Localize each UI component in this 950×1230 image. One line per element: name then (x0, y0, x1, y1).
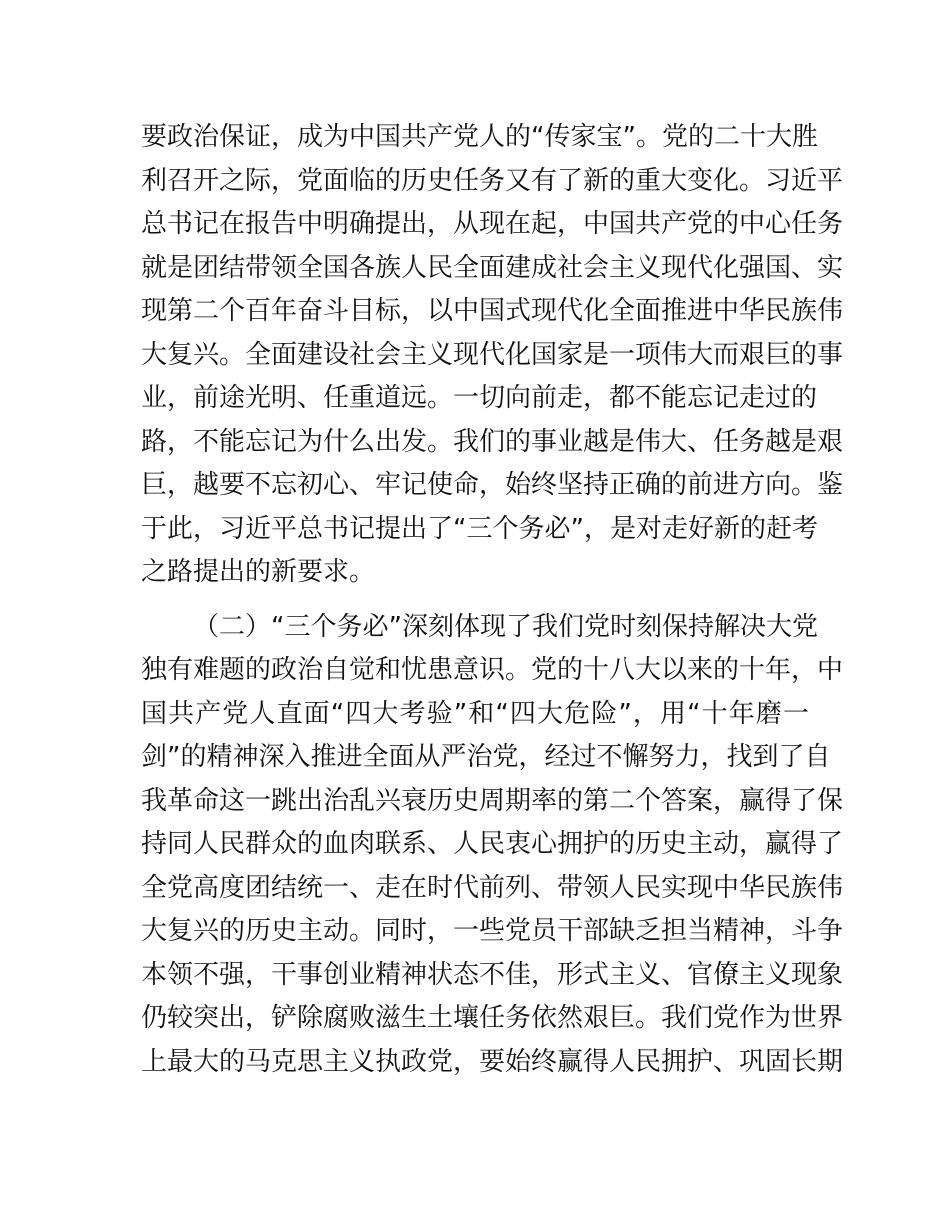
text-line: 大复兴的历史主动。同时，一些党员干部缺乏担当精神，斗争 (141, 916, 844, 946)
text-line: 全党高度团结统一、走在时代前列、带领人民实现中华民族伟 (141, 873, 844, 903)
text-line: 巨，越要不忘初心、牢记使命，始终坚持正确的前进方向。鉴 (141, 470, 844, 500)
text-line: 现第二个百年奋斗目标，以中国式现代化全面推进中华民族伟 (141, 296, 844, 326)
text-line: 上最大的马克思主义执政党，要始终赢得人民拥护、巩固长期 (141, 1047, 844, 1077)
text-line: 剑”的精神深入推进全面从严治党，经过不懈努力，找到了自 (141, 742, 831, 772)
text-line: 我革命这一跳出治乱兴衰历史周期率的第二个答案，赢得了保 (141, 786, 844, 816)
text-line: 本领不强，干事创业精神状态不佳，形式主义、官僚主义现象 (141, 960, 844, 990)
text-line: 持同人民群众的血肉联系、人民衷心拥护的历史主动，赢得了 (141, 829, 844, 859)
text-line: 之路提出的新要求。 (141, 557, 376, 587)
text-line: 大复兴。全面建设社会主义现代化国家是一项伟大而艰巨的事 (141, 340, 844, 370)
text-line: 利召开之际，党面临的历史任务又有了新的重大变化。习近平 (141, 166, 844, 196)
text-line: 总书记在报告中明确提出，从现在起，中国共产党的中心任务 (141, 209, 844, 239)
text-line: 独有难题的政治自觉和忧患意识。党的十八大以来的十年，中 (141, 655, 844, 685)
text-line: 国共产党人直面“四大考验”和“四大危险”，用“十年磨一 (141, 699, 809, 729)
text-line: 就是团结带领全国各族人民全面建成社会主义现代化强国、实 (141, 253, 844, 283)
text-line: （二）“三个务必”深刻体现了我们党时刻保持解决大党 (193, 612, 818, 642)
text-line: 要政治保证，成为中国共产党人的“传家宝”。党的二十大胜 (141, 122, 818, 152)
text-line: 路，不能忘记为什么出发。我们的事业越是伟大、任务越是艰 (141, 427, 844, 457)
text-line: 于此，习近平总书记提出了“三个务必”，是对走好新的赶考 (141, 514, 818, 544)
text-line: 业，前途光明、任重道远。一切向前走，都不能忘记走过的 (141, 383, 818, 413)
text-line: 仍较突出，铲除腐败滋生土壤任务依然艰巨。我们党作为世界 (141, 1003, 844, 1033)
